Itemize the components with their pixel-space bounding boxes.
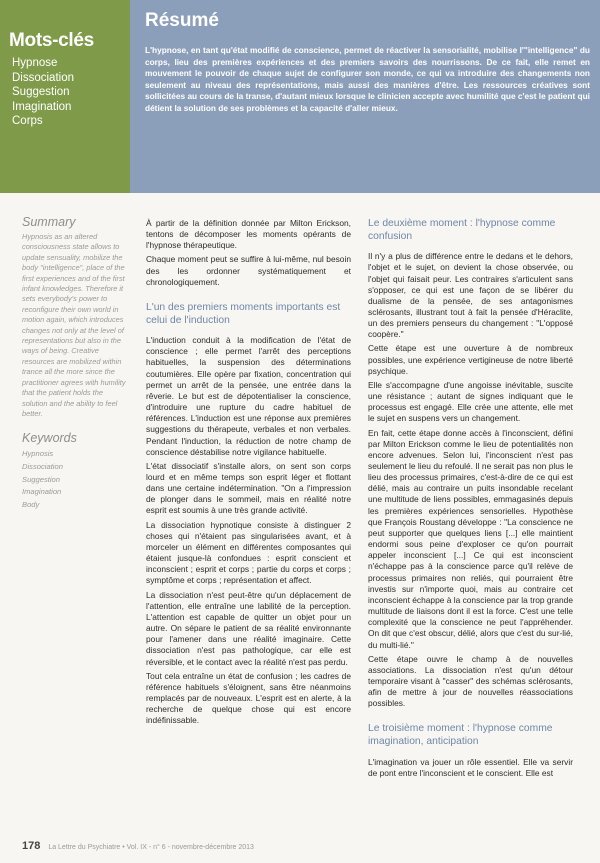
keyword-item: Suggestion (12, 86, 70, 99)
paragraph: Chaque moment peut se suffire à lui-même, nul besoin des les ordonner systématiquement et chronologiquement. (146, 254, 351, 287)
body-column-left (146, 218, 351, 729)
article-header (0, 0, 600, 193)
keyword-item: Imagination (12, 100, 72, 113)
english-keywords-list (22, 448, 130, 511)
english-keyword-item: Body (22, 499, 40, 509)
paragraph: La dissociation hypnotique consiste à distinguer 2 choses qui n'étaient pas singularisées avant, et à morceler un élément en différentes composantes qui étaient jusque-là confondues : esprit conscient et inconscient ; esprit et corps ; partie du corps et corps ; symptôme et corps ; représentation et affect. (146, 519, 351, 586)
resume-box (130, 0, 600, 193)
paragraph: L'induction conduit à la modification de l'état de conscience ; elle permet l'arrêt des perceptions habituelles, la suspension des déterminations coutumières. Elle opère par fixation, concentration qui permet un arrêt de la pensée, une entrée dans la rêverie. Le but est de dépotentialiser la conscience, d'introduire une rupture du cadre habituel de références. L'induction est une réponse aux premières suggestions du thérapeute, verbales et non verbales. Pendant l'induction, la réduction de notre champ de conscience déstabilise notre vigilance habituelle. (146, 335, 351, 457)
english-keyword-item: Dissociation (22, 461, 63, 471)
english-sidebar (22, 215, 130, 511)
summary-text: Hypnosis as an altered consciousness state allows to update sensuality, mobilize the body "intelligence", place of the first experiences and of the first infant knowledges. Therefore it sets everybody's power to reconfigure their own world in motion again, which introduces changes not only at the level of representations but also in the ways of being. Creative resources are mobilized within trance all the more since the practitioner agrees with humility that the patient holds the solution and the ability to feel better. (22, 232, 126, 418)
keywords-list (12, 56, 74, 129)
paragraph: Cette étape ouvre le champ à de nouvelles associations. La dissociation n'est qu'un détour temporaire visant à "casser" des schémas sclérosants, afin de mettre à jour de nouvelles réassociations possibles. (368, 653, 573, 709)
keyword-item: Corps (12, 115, 43, 128)
paragraph: La dissociation n'est peut-être qu'un déplacement de l'attention, elle entraîne une labilité de la perception. L'attention est capable de quitter un objet pour un autre. On sépare le patient de sa réalité environnante pour l'amener dans une réalité imaginaire. Cette dissociation n'est pas pathologique, car elle est réversible, et le contact avec la réalité n'est pas perdu. (146, 589, 351, 667)
paragraph: Cette étape est une ouverture à de nombreux possibles, une expérience vertigineuse de notre liberté psychique. (368, 343, 573, 376)
paragraph: À partir de la définition donnée par Milton Erickson, tentons de décomposer les moments opérants de l'hypnose thérapeutique. (146, 218, 351, 251)
paragraph: En fait, cette étape donne accès à l'inconscient, défini par Milton Erickson comme le lieu de potentialités non encore advenues. Selon lui, l'inconscient n'est pas seulement le lieu du refoulé. Il ne serait pas non plus le lieu des processus primaires, c'est-à-dire de ce qui est délié, mais au contraire un puits insondable recelant une multitude de liens possibles, emmagasinés depuis les premières expériences sensorielles. Hypothèse que François Roustang développe : "La conscience ne peut supporter que quelques liens [...] elle maintient endormi sous peine d'exploser ce qu'on pourrait appeler inconscient [...] Ce qui est inconscient n'échappe pas à la conscience parce qu'il relève de processus primaires non reliés, qui pourraient être investis sur n'importe quoi, mais au contraire cet inconscient échappe à la conscience par la trop grande multitude de liaisons dont il est la force. C'est une telle complexité que la conscience ne peut l'appréhender. On dit que c'est obscur, délié, alors que c'est du sur-lié, du multi-lié." (368, 427, 573, 650)
english-keyword-item: Suggestion (22, 474, 60, 484)
paragraph: L'imagination va jouer un rôle essentiel. Elle va servir de pont entre l'inconscient et le conscient. Elle est (368, 756, 573, 778)
body-column-right (368, 218, 573, 782)
english-keyword-item: Hypnosis (22, 449, 54, 459)
paragraph: Elle s'accompagne d'une angoisse inévitable, suscite une résistance ; autant de signes indiquant que le processus est engagé. Elle crée une attente, elle met le sujet en suspens vers un changement. (368, 379, 573, 424)
journal-reference: La Lettre du Psychiatre • Vol. IX - n° 6 - novembre-décembre 2013 (48, 844, 254, 851)
keywords-title: Mots-clés (9, 30, 94, 51)
english-keyword-item: Imagination (22, 487, 62, 497)
page-footer (22, 840, 254, 852)
page-number: 178 (22, 840, 41, 852)
paragraph: L'état dissociatif s'installe alors, on sent son corps lourd et en même temps son esprit léger et flottant dans une certaine indétermination. "On a l'impression de plonger dans le sommeil, mais en réalité notre esprit est soumis à une très grande activité. (146, 460, 351, 516)
keyword-item: Hypnose (12, 57, 58, 69)
paragraph: Tout cela entraîne un état de confusion ; les cadres de référence habituels s'éloignent, sans être néanmoins remplacés par de nouveaux. L'esprit est en alerte, à la recherche de quelque chose qui est encore indéfinissable. (146, 670, 351, 726)
keyword-item: Dissociation (12, 71, 74, 84)
section-heading-imagination: Le troisième moment : l'hypnose comme imagination, anticipation (368, 723, 553, 748)
section-heading-induction: L'un des premiers moments importants est celui de l'induction (146, 301, 341, 326)
keywords-box (0, 0, 130, 193)
summary-title: Summary (22, 215, 76, 229)
english-keywords-title: Keywords (22, 431, 77, 446)
resume-text: L'hypnose, en tant qu'état modifié de conscience, permet de réactiver la sensorialité, mobilise l'"intelligence" du corps, lieu des premières expériences et des premiers savoirs des nourrissons. De ce fait, elle remet en mouvement le pouvoir de chaque sujet de configurer son monde, ce qui va introduire des changements non seulement au niveau des représentations, mais aussi des manières d'être. Les ressources créatives sont sollicitées au cours de la transe, d'autant mieux lorsque le clinicien accepte avec humilité que c'est le patient qui détient la solution de ses problèmes et la capacité d'aller mieux. (145, 45, 590, 113)
section-heading-confusion: Le deuxième moment : l'hypnose comme confusion (368, 218, 556, 242)
paragraph: Il n'y a plus de différence entre le dedans et le dehors, l'objet et le sujet, on devient la chose observée, ou l'objet qui faisait peur. Les contraires s'articulent sans s'opposer, ce qui est une façon de se libérer du dualisme de la pensée, de ses antagonismes sclérosants, illustrant tout à fait la pensée d'Héraclite, un des premiers penseurs du changement : "L'opposé coopère." (368, 251, 573, 340)
resume-title: Résumé (145, 10, 219, 31)
